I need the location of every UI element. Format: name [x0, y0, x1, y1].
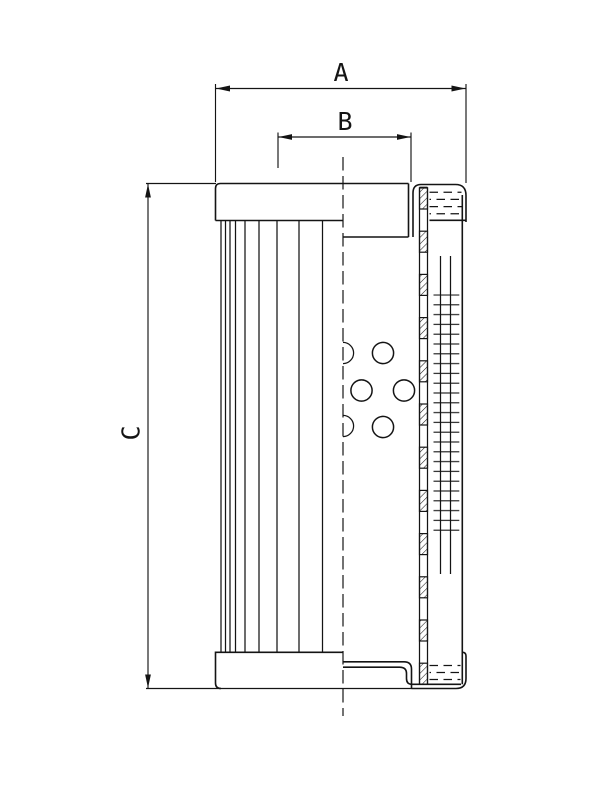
pleated-media [221, 221, 323, 653]
dim-c-arrow-bottom [145, 675, 151, 689]
dim-a-arrow-left [216, 86, 230, 92]
dim-c-arrow-top [145, 184, 151, 198]
dimension-b [278, 107, 411, 182]
half-hole-top [343, 342, 354, 363]
perforated-tube-section [420, 187, 428, 685]
sealant-top [430, 192, 462, 214]
bottom-cap-step-inner [343, 667, 461, 684]
sealant-bottom [430, 666, 461, 680]
bottom-cap-step-outer [343, 662, 412, 689]
dimension-c [117, 184, 412, 689]
dim-b-arrow-right [397, 134, 411, 140]
dim-b-arrow-left [279, 134, 293, 140]
half-hole-bottom [343, 415, 354, 436]
dim-a-arrow-right [452, 86, 466, 92]
mesh-rungs [434, 294, 460, 532]
top-cap-outline [216, 184, 409, 221]
dim-b-label: B [337, 107, 353, 136]
dim-c-label: C [116, 425, 146, 441]
bottom-cap-outline [216, 652, 344, 688]
support-mesh [434, 256, 460, 574]
dim-a-label: A [333, 58, 349, 87]
core-tube-holes [343, 342, 415, 437]
